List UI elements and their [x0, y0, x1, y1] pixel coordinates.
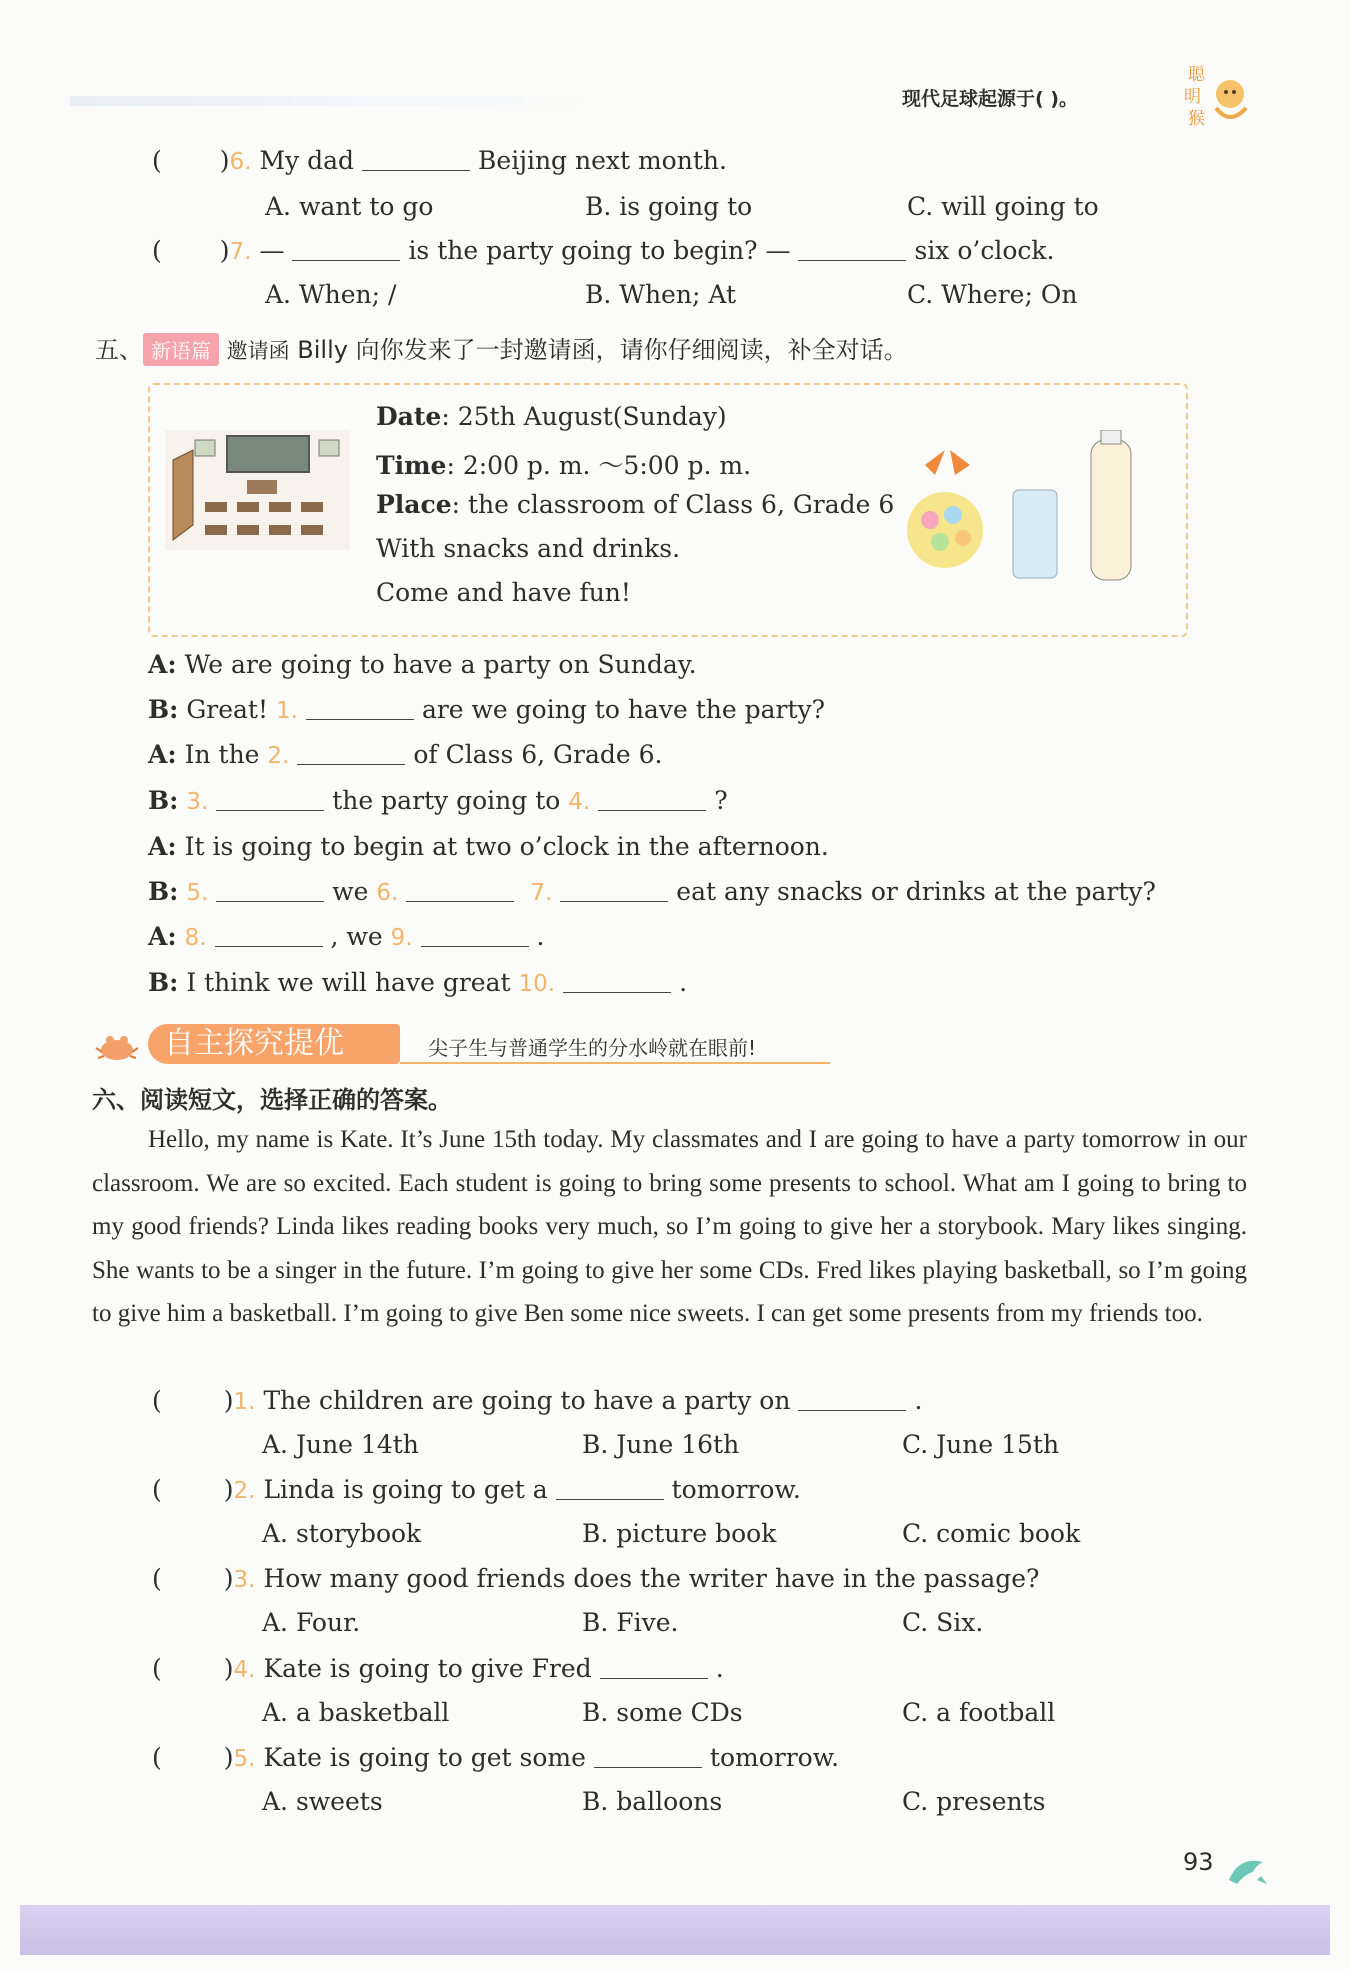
q6-paren-close: ): [219, 146, 230, 175]
q7-blank-2[interactable]: [798, 238, 906, 261]
question-stem: Kate is going to get some: [263, 1743, 586, 1772]
line-text: I think we will have great: [186, 968, 511, 997]
paren-close: ): [223, 1743, 234, 1772]
invitation-date: [376, 402, 727, 431]
reading-q2-option-b[interactable]: B. picture book: [582, 1519, 777, 1548]
line-text: .: [536, 922, 545, 951]
blank-number: 8.: [184, 925, 207, 951]
reading-q1-option-b[interactable]: B. June 16th: [582, 1430, 740, 1459]
paren-close: ): [223, 1386, 234, 1415]
section5-index: 五、: [95, 336, 143, 364]
banner-slogan: 尖子生与普通学生的分水岭就在眼前!: [428, 1036, 757, 1060]
dialogue-line-7: [148, 922, 545, 951]
paren-close: ): [223, 1475, 234, 1504]
header-question: 现代足球起源于( )。: [902, 88, 1078, 110]
speaker: B:: [148, 877, 179, 906]
reading-q5-option-c[interactable]: C. presents: [902, 1787, 1046, 1816]
q7-option-c[interactable]: C. Where; On: [907, 280, 1078, 309]
place-label: Place: [376, 490, 452, 519]
blank-7[interactable]: [560, 879, 668, 902]
question-number: 5.: [233, 1746, 256, 1772]
reading-q1-option-a[interactable]: A. June 14th: [262, 1430, 419, 1459]
q7-number: 7.: [229, 239, 252, 265]
dialogue-line-1: [148, 650, 697, 679]
blank-9[interactable]: [421, 924, 529, 947]
answer-blank[interactable]: [600, 1656, 708, 1679]
page-number: 93: [1183, 1848, 1214, 1876]
paren-open: (: [152, 1564, 162, 1593]
reading-question-1: [152, 1386, 922, 1415]
section-banner: 自主探究提优: [148, 1024, 400, 1064]
footer-band: [20, 1905, 1330, 1955]
paren-close: ): [223, 1564, 234, 1593]
question-number: 3.: [233, 1567, 256, 1593]
q7-option-b[interactable]: B. When; At: [585, 280, 736, 309]
q7-paren-open: (: [152, 236, 162, 265]
section5-title: [95, 330, 908, 366]
reading-q3-option-a[interactable]: A. Four.: [262, 1608, 361, 1637]
dialogue-line-5: [148, 832, 829, 861]
blank-3[interactable]: [216, 788, 324, 811]
dialogue-line-2: [148, 695, 825, 724]
monkey-logo: [1178, 60, 1254, 130]
date-label: Date: [376, 402, 442, 431]
speaker: A:: [148, 740, 177, 769]
question-number: 2.: [233, 1478, 256, 1504]
banner-underline: [400, 1062, 830, 1064]
speaker: A:: [148, 922, 177, 951]
question-stem-end: .: [715, 1654, 724, 1683]
line-text: eat any snacks or drinks at the party?: [676, 877, 1156, 906]
speaker: B:: [148, 786, 179, 815]
q7-stem-b: six o’clock.: [914, 236, 1055, 265]
paren-open: (: [152, 1654, 162, 1683]
q6-option-a[interactable]: A. want to go: [265, 192, 434, 221]
line-text: of Class 6, Grade 6.: [413, 740, 663, 769]
reading-question-3: [152, 1564, 1039, 1593]
svg-text:明: 明: [1184, 87, 1201, 107]
q6-row: [152, 146, 727, 175]
invitation-place: [376, 490, 894, 519]
question-stem-end: tomorrow.: [671, 1475, 801, 1504]
blank-5[interactable]: [216, 879, 324, 902]
line-text: .: [679, 968, 688, 997]
speaker: A:: [148, 650, 177, 679]
line-text: the party going to: [332, 786, 561, 815]
dialogue-line-3: [148, 740, 662, 769]
q6-option-c[interactable]: C. will going to: [907, 192, 1099, 221]
blank-4[interactable]: [598, 788, 706, 811]
answer-blank[interactable]: [556, 1477, 664, 1500]
question-stem-end: .: [914, 1386, 923, 1415]
q6-number: 6.: [229, 149, 252, 175]
question-stem: Kate is going to give Fred: [263, 1654, 592, 1683]
header-strip: [70, 96, 590, 106]
q6-stem-b: Beijing next month.: [478, 146, 727, 175]
q7-blank-1[interactable]: [292, 238, 400, 261]
reading-q1-option-c[interactable]: C. June 15th: [902, 1430, 1060, 1459]
blank-1[interactable]: [306, 697, 414, 720]
dialogue-line-8: [148, 968, 687, 997]
classroom-illustration: [165, 430, 350, 550]
time-value: : 2:00 p. m. ～5:00 p. m.: [446, 451, 752, 480]
q6-stem-a: My dad: [259, 146, 355, 175]
section5-badge: 新语篇: [143, 333, 219, 366]
reading-q4-option-a[interactable]: A. a basketball: [262, 1698, 450, 1727]
blank-number: 2.: [267, 743, 290, 769]
q7-dash-2: —: [765, 236, 791, 265]
blank-number: 10.: [518, 971, 556, 997]
answer-blank[interactable]: [798, 1388, 906, 1411]
question-stem: Linda is going to get a: [263, 1475, 548, 1504]
reading-q2-option-a[interactable]: A. storybook: [262, 1519, 422, 1548]
question-number: 4.: [233, 1657, 256, 1683]
blank-number: 9.: [390, 925, 413, 951]
invitation-time: [376, 446, 751, 482]
paren-open: (: [152, 1386, 162, 1415]
reading-q4-option-c[interactable]: C. a football: [902, 1698, 1056, 1727]
q6-paren-open: (: [152, 146, 162, 175]
place-value: : the classroom of Class 6, Grade 6: [451, 490, 895, 519]
q7-dash-1: —: [259, 236, 285, 265]
paren-open: (: [152, 1743, 162, 1772]
line-text: we: [332, 877, 369, 906]
speaker: B:: [148, 695, 179, 724]
reading-q5-option-a[interactable]: A. sweets: [262, 1787, 383, 1816]
reading-passage: [92, 1118, 1247, 1336]
blank-number: 3.: [186, 789, 209, 815]
snacks-drinks-illustration: [895, 430, 1155, 590]
answer-blank[interactable]: [594, 1745, 702, 1768]
blank-number: 1.: [275, 698, 298, 724]
blank-number: 7.: [530, 880, 553, 906]
reading-question-5: [152, 1743, 839, 1772]
question-number: 1.: [233, 1389, 256, 1415]
reading-q3-option-b[interactable]: B. Five.: [582, 1608, 679, 1637]
section5-type: 邀请函: [226, 339, 290, 363]
question-stem: How many good friends does the writer have in the passage?: [263, 1564, 1040, 1593]
passage-text: Hello, my name is Kate. It’s June 15th today. My classmates and I are going to have a party tomorrow in our classroom. We are so excited. Each student is going to bring some presents to school. What am I going to bring to my good friends? Linda likes reading books very much, so I’m going to give her a storybook. Mary likes singing. She wants to be a singer in the future. I’m going to give her some CDs. Fred likes playing basketball, so I’m going to give him a basketball. I’m going to give Ben some nice sweets. I can get some presents from my friends too.: [92, 1126, 1247, 1328]
dialogue-line-6: [148, 877, 1156, 906]
question-stem: The children are going to have a party on: [263, 1386, 791, 1415]
question-stem-end: tomorrow.: [709, 1743, 840, 1772]
invitation-line5: Come and have fun!: [376, 578, 631, 607]
paren-close: ): [223, 1654, 234, 1683]
svg-text:聪: 聪: [1188, 65, 1205, 85]
line-text: It is going to begin at two o’clock in the afternoon.: [184, 832, 829, 861]
blank-6[interactable]: [406, 879, 514, 902]
section6-title: 六、阅读短文，选择正确的答案。: [92, 1086, 452, 1114]
q7-row: [152, 236, 1055, 265]
blank-number: 6.: [376, 880, 399, 906]
line-text: , we: [330, 922, 383, 951]
dolphin-icon: [1225, 1850, 1269, 1890]
time-label: Time: [376, 451, 447, 480]
blank-10[interactable]: [563, 970, 671, 993]
invitation-line4: With snacks and drinks.: [376, 534, 681, 563]
line-text: are we going to have the party?: [421, 695, 826, 724]
line-text: We are going to have a party on Sunday.: [184, 650, 697, 679]
blank-number: 4.: [568, 789, 591, 815]
reading-q3-option-c[interactable]: C. Six.: [902, 1608, 984, 1637]
blank-2[interactable]: [297, 742, 405, 765]
speaker: A:: [148, 832, 177, 861]
reading-q4-option-b[interactable]: B. some CDs: [582, 1698, 743, 1727]
reading-question-2: [152, 1475, 801, 1504]
blank-number: 5.: [186, 880, 209, 906]
q6-option-b[interactable]: B. is going to: [585, 192, 753, 221]
reading-question-4: [152, 1654, 724, 1683]
q6-blank[interactable]: [362, 148, 470, 171]
line-text: ?: [714, 786, 728, 815]
dialogue-line-4: [148, 786, 728, 815]
crab-icon: [92, 1028, 142, 1064]
date-value: : 25th August(Sunday): [441, 402, 727, 431]
paren-open: (: [152, 1475, 162, 1504]
line-text: In the: [184, 740, 260, 769]
reading-q5-option-b[interactable]: B. balloons: [582, 1787, 723, 1816]
line-text: Great!: [186, 695, 269, 724]
q7-option-a[interactable]: A. When; /: [265, 280, 397, 309]
blank-8[interactable]: [215, 924, 323, 947]
section5-instruction: Billy 向你发来了一封邀请函，请你仔细阅读，补全对话。: [297, 336, 908, 364]
speaker: B:: [148, 968, 179, 997]
q7-paren-close: ): [219, 236, 230, 265]
reading-q2-option-c[interactable]: C. comic book: [902, 1519, 1081, 1548]
svg-text:猴: 猴: [1188, 109, 1205, 129]
q7-stem-a: is the party going to begin?: [408, 236, 758, 265]
